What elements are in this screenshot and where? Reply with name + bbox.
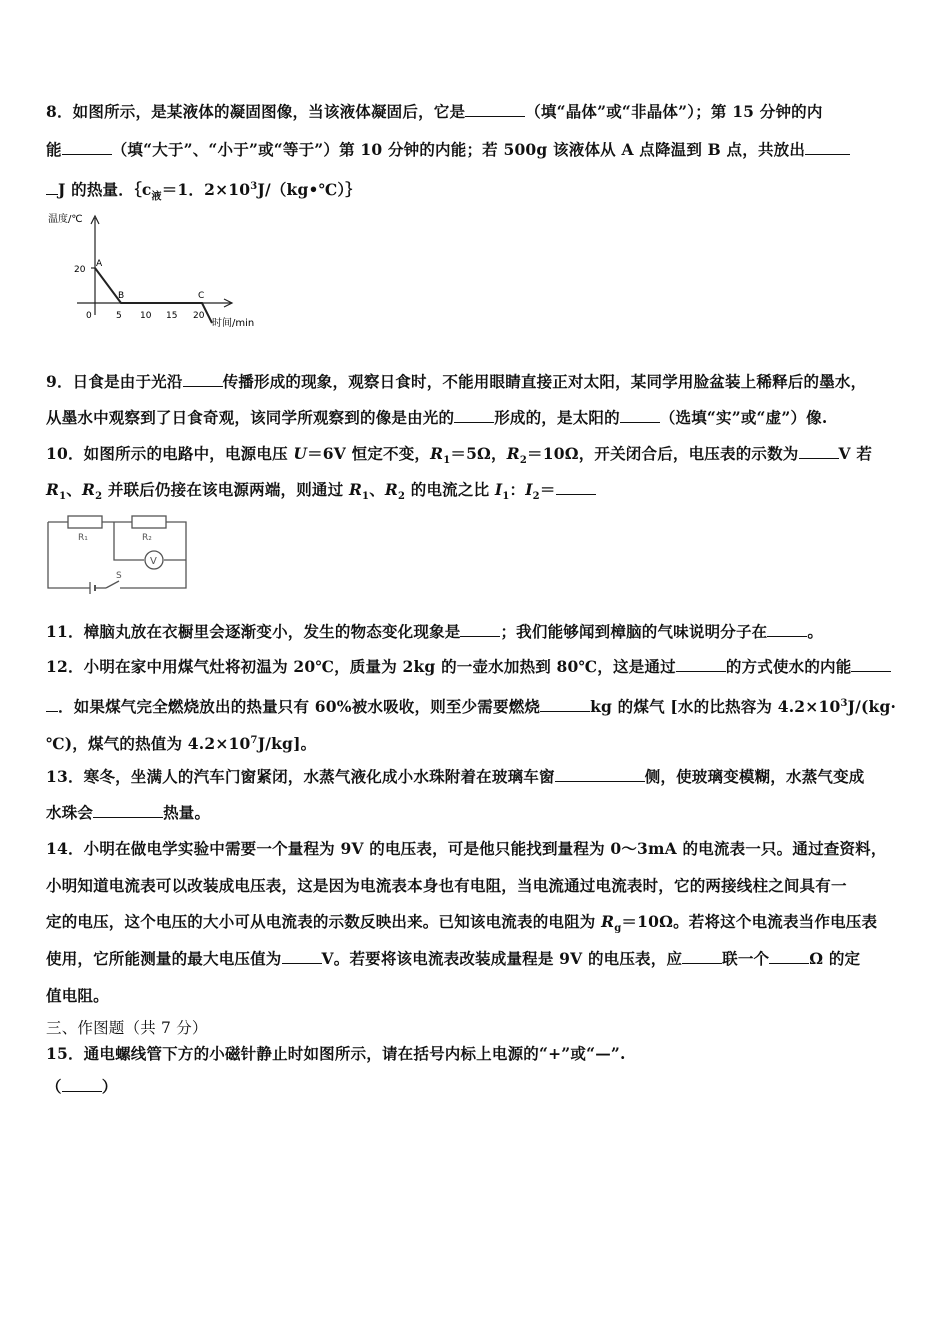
q10-var: R (348, 480, 363, 499)
cooling-graph (42, 210, 272, 335)
switch-label: S (116, 571, 122, 581)
q14-line1 (46, 839, 910, 859)
q12-sup: 7 (250, 735, 258, 746)
q9-line2 (46, 408, 910, 428)
q10-blank-2[interactable] (556, 480, 596, 495)
q9-text: （选填“实”或“虚”）像. (659, 408, 828, 427)
q12-text: J/kg]。 (257, 734, 317, 754)
q12-blank-2a[interactable] (851, 657, 891, 672)
q14-line5 (46, 986, 910, 1006)
q9-blank-2[interactable] (454, 408, 494, 423)
q11-text: 。 (807, 622, 824, 641)
q9-text: 传播形成的现象，观察日食时，不能用眼睛直接正对太阳，某同学用脸盆装上稀释后的墨水， (222, 372, 867, 391)
resistor-r2 (132, 516, 166, 528)
q10-sub: 2 (95, 491, 103, 503)
q8-blank-2[interactable] (62, 140, 112, 155)
q12-blank-1[interactable] (676, 657, 726, 672)
y-tick-label: 20 (74, 265, 86, 275)
q8-sup: 3 (250, 181, 258, 192)
q14-text: Ω 的定 (809, 949, 861, 968)
q12-blank-2b[interactable] (46, 697, 58, 712)
q12-text: 12．小明在家中用煤气灶将初温为 20℃，质量为 2kg 的一壶水加热到 80℃，这是通过 (46, 657, 676, 676)
q14-blank-3[interactable] (769, 949, 809, 964)
q13-text: 水珠会 (46, 803, 94, 822)
q8-text: （填“大于”、“小于”或“等于”）第 10 分钟的内能；若 500g 该液体从 A 点降温到 B 点，共放出 (111, 140, 806, 159)
x-tick-label: 0 (86, 311, 92, 321)
q12-text: ℃)，煤气的热值为 4.2×10 (46, 734, 251, 754)
q11-blank-1[interactable] (460, 622, 500, 637)
q10-var: R (430, 444, 444, 463)
q10-text: 并联后仍接在该电源两端，则通过 (102, 480, 349, 499)
q15-text: ） (101, 1077, 118, 1096)
q10-text: 、 (369, 480, 385, 499)
q10-line1 (46, 444, 910, 471)
r1-label: R₁ (78, 533, 88, 543)
q14-text: 14．小明在做电学实验中需要一个量程为 9V 的电压表，可是他只能找到量程为 0～3mA 的电流表一只。通过查资料， (46, 839, 887, 858)
q8-text: （填“晶体”或“非晶体”）；第 15 分钟的内 (525, 102, 823, 121)
q10-text: 的电流之比 (405, 480, 495, 499)
q9-line1 (46, 372, 910, 392)
q14-text: 值电阻。 (46, 986, 109, 1005)
q14-text: 小明知道电流表可以改装成电压表，这是因为电流表本身也有电阻，当电流通过电流表时，它的两接线柱之间具有一 (46, 876, 847, 895)
q8-text: ＝1．2×10 (161, 180, 251, 200)
q10-var: R (46, 480, 60, 499)
x-axis-label: 时间/min (212, 318, 255, 329)
q14-text: V。若要将该电流表改装成量程是 9V 的电压表，应 (321, 949, 683, 968)
q10-var: R (506, 444, 520, 463)
q11-blank-2[interactable] (767, 622, 807, 637)
q13-line1 (46, 767, 910, 787)
q10-sub: 1 (362, 491, 370, 503)
q10-text: 10．如图所示的电路中，电源电压 (46, 444, 294, 463)
q9-text: 形成的，是太阳的 (494, 408, 620, 427)
resistor-r1 (68, 516, 102, 528)
point-b-label: B (118, 291, 125, 301)
q10-var: I (494, 480, 503, 499)
q11-line (46, 622, 910, 642)
q12-line1 (46, 657, 910, 677)
q8-text: 能 (46, 140, 62, 159)
q10-sub: 2 (519, 455, 528, 467)
q8-blank-3b[interactable] (46, 180, 58, 195)
x-tick-label: 5 (116, 311, 122, 321)
q8-line2 (46, 140, 910, 160)
q10-line2 (46, 480, 910, 507)
q14-text: 使用，它所能测量的最大电压值为 (46, 949, 282, 968)
q8-text: J 的热量．｛c (58, 180, 152, 200)
q13-blank-2[interactable] (93, 803, 163, 818)
circuit-diagram (40, 510, 200, 595)
q12-line3 (46, 731, 910, 754)
q14-text: ＝10Ω。若将这个电流表当作电压表 (621, 912, 878, 931)
q10-var: R (81, 480, 96, 499)
section-title-text: 三、作图题（共 7 分） (46, 1019, 208, 1037)
q9-text: 从墨水中观察到了日食奇观，该同学所观察到的像是由光的 (46, 408, 455, 427)
x-tick-label: 20 (193, 311, 205, 321)
q15-line2 (46, 1077, 910, 1097)
q12-blank-3[interactable] (540, 697, 590, 712)
wire (120, 522, 186, 588)
q13-blank-1[interactable] (555, 767, 645, 782)
q14-line4 (46, 949, 910, 969)
q10-text: ： (509, 480, 526, 499)
q10-blank-1[interactable] (799, 444, 839, 459)
q8-text: J/（kg•℃）｝ (257, 180, 362, 200)
q11-text: 11．樟脑丸放在衣橱里会逐渐变小，发生的物态变化现象是 (46, 622, 461, 641)
q10-var: U (293, 444, 308, 463)
q10-var: I (525, 480, 533, 499)
q10-text: ＝10Ω，开关闭合后，电压表的示数为 (527, 444, 799, 463)
q8-text: 8．如图所示，是某液体的凝固图像，当该液体凝固后，它是 (46, 102, 466, 121)
q14-line3 (46, 912, 910, 939)
q14-var: R (601, 912, 615, 931)
q12-text: kg 的煤气 [水的比热容为 4.2×10 (590, 697, 841, 717)
q14-text: 定的电压，这个电压的大小可从电流表的示数反映出来。已知该电流表的电阻为 (46, 912, 602, 931)
q12-sup: 3 (840, 698, 848, 709)
q15-text: （ (46, 1077, 62, 1096)
point-a-label: A (96, 259, 103, 269)
x-tick-label: 10 (140, 311, 152, 321)
q12-line2 (46, 694, 910, 717)
q15-text: 15．通电螺线管下方的小磁针静止时如图所示，请在括号内标上电源的“+”或“—”. (46, 1044, 626, 1063)
q8-line1 (46, 102, 910, 122)
q8-blank-1[interactable] (465, 102, 525, 117)
q10-text: ＝6V 恒定不变， (307, 444, 431, 463)
q9-blank-3[interactable] (620, 408, 660, 423)
x-tick-label: 15 (166, 311, 178, 321)
q13-text: 13．寒冬，坐满人的汽车门窗紧闭，水蒸气液化成小水珠附着在玻璃车窗 (46, 767, 555, 786)
q10-sub: 1 (502, 491, 510, 503)
q10-text: 、 (66, 480, 82, 499)
q10-text: ＝5Ω， (450, 444, 507, 463)
q12-text: ．如果煤气完全燃烧放出的热量只有 60%被水吸收，则至少需要燃烧 (58, 697, 541, 717)
q10-sub: 2 (398, 491, 406, 503)
q13-line2 (46, 803, 910, 823)
q13-text: 侧，使玻璃变模糊，水蒸气变成 (644, 767, 865, 786)
switch (106, 581, 119, 588)
y-axis-label: 温度/℃ (48, 214, 83, 225)
q10-sub: 1 (443, 455, 451, 467)
q12-text: J/(kg· (847, 697, 897, 717)
r2-label: R₂ (142, 533, 152, 543)
q15-blank[interactable] (62, 1077, 102, 1092)
q10-sub: 2 (532, 491, 540, 503)
q14-blank-2[interactable] (682, 949, 722, 964)
q9-text: 9．日食是由于光沿 (46, 372, 183, 391)
q11-text: ；我们能够闻到樟脑的气味说明分子在 (500, 622, 768, 641)
q15-line1 (46, 1044, 910, 1064)
q10-text: ＝ (539, 480, 556, 499)
voltmeter-label: V (150, 556, 157, 567)
q12-text: 的方式使水的内能 (725, 657, 852, 676)
q8-blank-3a[interactable] (805, 140, 850, 155)
q9-blank-1[interactable] (183, 372, 223, 387)
wire (48, 522, 90, 588)
q10-text: V 若 (838, 444, 873, 463)
point-c-label: C (198, 291, 205, 301)
q14-line2 (46, 876, 910, 896)
q14-text: 联一个 (722, 949, 770, 968)
q8-sub: 液 (151, 191, 162, 203)
section-title (46, 1018, 910, 1038)
q8-line3 (46, 177, 910, 207)
q14-sub: g (614, 923, 622, 935)
q10-var: R (384, 480, 398, 499)
q10-sub: 1 (59, 491, 67, 503)
q14-blank-1[interactable] (282, 949, 322, 964)
q13-text: 热量。 (163, 803, 211, 822)
